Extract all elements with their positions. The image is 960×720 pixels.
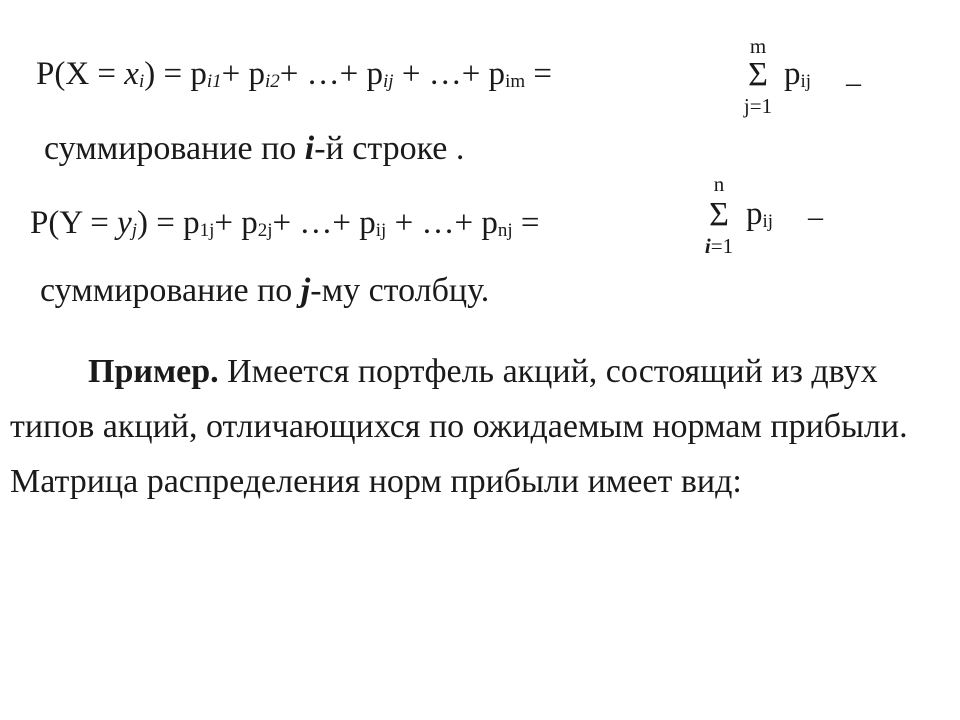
summand-1 [784,56,811,93]
caption-text: суммирование по [44,130,305,167]
formula-term-sub: ij [375,220,387,241]
caption-var: i [304,130,315,167]
formula-term-sub: 2j [257,220,273,241]
summand-sub: ij [762,211,774,232]
formula-term: + p [221,56,265,92]
formula-term: + …+ p [393,56,506,92]
sum-lower-rest: =1 [710,234,734,258]
formula-term: + p [214,205,258,241]
formula-term-sub: ij [383,71,394,92]
sum-lower-var: i [704,234,711,258]
caption-row-sum [44,130,464,168]
formula-term-sub: nj [497,220,513,241]
formula-equals: = [512,205,540,241]
formula-term-sub: i1 [206,71,222,92]
example-paragraph [10,344,955,509]
formula-row-marginal-x [36,58,552,91]
dash-2: – [808,200,823,233]
example-lead: Пример. [88,353,219,390]
formula-term: p [190,56,207,92]
sum-upper-limit: n [713,172,725,196]
formula-lhs-var-sub: j [131,220,137,241]
formula-term-sub: im [505,71,526,92]
summand-sub: ij [800,71,812,92]
caption-column-sum [40,272,489,310]
formula-term-sub: 1j [199,220,215,241]
formula-term: + …+ p [386,205,498,241]
formula-lhs-var: y [117,205,132,241]
formula-lhs-var-sub: i [138,71,145,92]
formula-lhs-end: ) = [144,56,191,92]
caption-text: -му столбцу. [310,272,490,309]
summand-2 [746,196,773,233]
summand-base: p [746,196,763,232]
formula-term-sub: i2 [265,71,280,92]
formula-lhs-var: x [124,56,139,92]
summand-base: p [784,56,801,92]
summation-block-2 [697,172,741,262]
formula-term: + …+ p [279,56,384,92]
example-text: Имеется портфель акций, состоящий из двух типов акций, отличающихся по ожидаемым нормам прибыли. Матрица распределения норм прибыли имеет вид: [10,353,908,500]
formula-term: p [183,205,200,241]
sigma-icon: Σ [748,56,768,93]
formula-lhs-end: ) = [137,205,184,241]
dash-1: – [846,66,861,99]
formula-lhs-start: P(Y = [30,205,118,241]
summation-block-1 [736,34,780,124]
sigma-icon: Σ [709,196,729,233]
caption-var: j [300,272,311,309]
sum-lower-limit: j=1 [743,94,773,118]
sum-upper-limit: m [749,34,767,58]
caption-text: суммирование по [40,272,301,309]
formula-row-marginal-y [30,207,539,240]
sum-lower-limit [697,234,741,259]
caption-text: -й строке . [314,130,465,167]
formula-term: + …+ p [272,205,376,241]
formula-equals: = [525,56,552,92]
formula-lhs-start: P(X = [36,56,125,92]
